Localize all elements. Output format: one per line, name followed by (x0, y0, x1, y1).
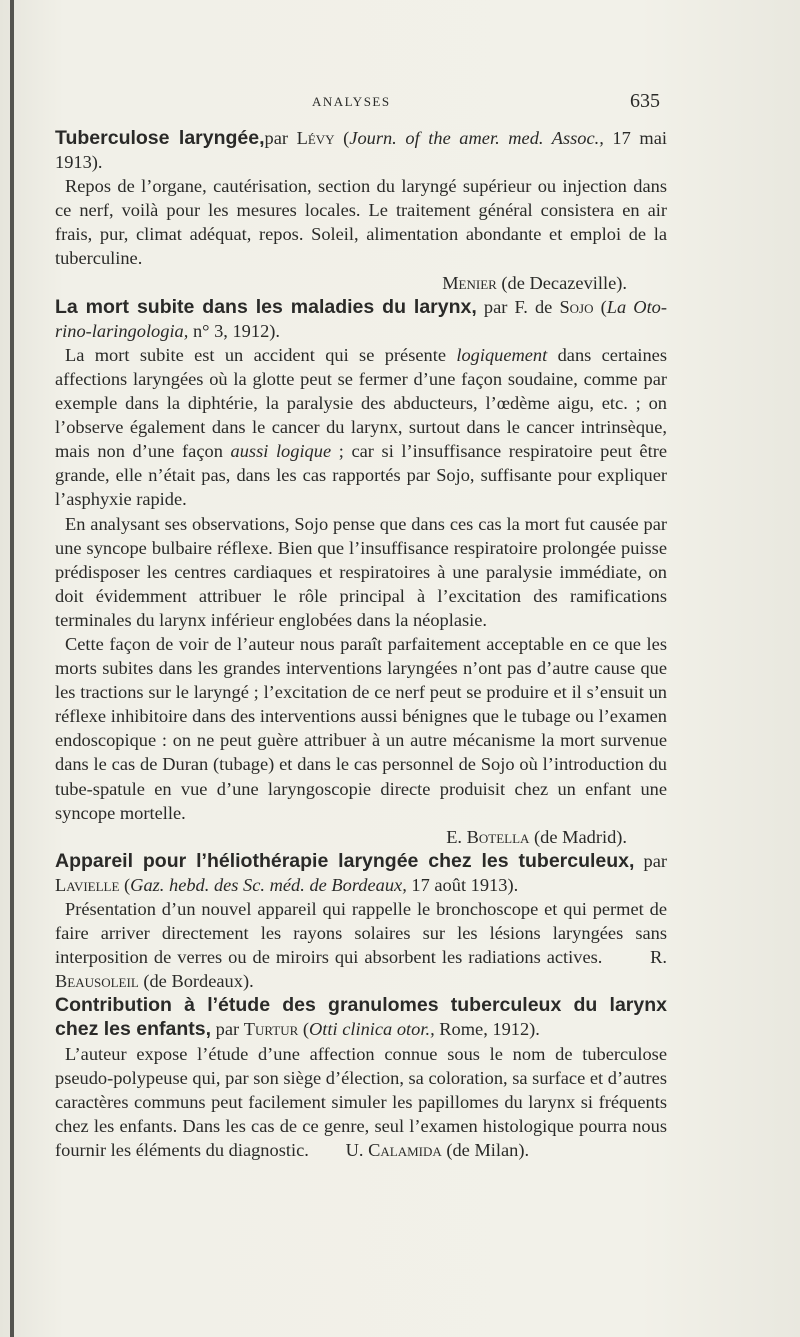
paragraph-text: La mort subite est un accident qui se présente (65, 344, 457, 365)
journal-name: La Oto-rino-laringologia, (55, 296, 667, 341)
article-author: Sojo (559, 296, 594, 317)
page-header (60, 92, 660, 118)
article-mort-subite (55, 295, 667, 849)
article-title: La mort subite dans les maladies du larynx, (55, 295, 477, 318)
article-tuberculose-laryngee (55, 126, 667, 295)
article-author: Lévy (296, 128, 335, 148)
article-author: Turtur (243, 1019, 299, 1040)
reviewer-location: (de Madrid). (529, 826, 627, 847)
byline-prefix: par (211, 1019, 244, 1040)
paragraph-text: ; car si l’insuffisance respiratoire peut être grande, elle n’était pas, dans les cas rapportés par Sojo, suffisante pour expliquer l’asphyxie rapide. (55, 441, 667, 510)
article-title: Appareil pour l’héliothérapie laryngée chez les tuberculeux, (55, 849, 635, 872)
journal-name: Otti clinica otor., (309, 1019, 435, 1040)
reviewer-location: (de Milan). (441, 1139, 530, 1160)
reviewer-name: Calamida (368, 1139, 442, 1160)
paragraph-text: Présentation d’un nouvel appareil qui rappelle le bronchoscope et qui permet de faire arriver directement les rayons solaires sur les lésions laryngées sans interposition de verres ou de miroirs qui absorbent les radiations actives. (55, 899, 667, 968)
journal-name: Gaz. hebd. des Sc. méd. de Bordeaux, (130, 874, 407, 895)
byline-prefix: par F. de (476, 296, 560, 317)
paragraph-text: L’auteur expose l’étude d’une affection connue sous le nom de tuberculose pseudo-polypeuse qui, par son siège d’élection, sa coloration, sa surface et d’autres caractères communs peut facilement simuler les papillomes du larynx si fréquents chez les enfants. Dans les cas de ce genre, seul l’examen histologique pourra nous fournir les éléments du diagnostic. (55, 1043, 667, 1160)
page-number: 635 (630, 90, 660, 112)
article-paragraph: En analysant ses observations, Sojo pense que dans ces cas la mort fut causée par une syncope bulbaire réflexe. Bien que l’insuffisance respiratoire prolongée puisse prédisposer les centres cardiaques et respiratoires à une paralysie immédiate, on doit évidemment attribuer le rôle principal à l’excitation des ramifications terminales du larynx inférieur englobées dans la néoplasie. (55, 513, 667, 630)
article-title: Tuberculose laryngée, (55, 127, 265, 149)
reviewer-location: (de Decazeville). (496, 272, 627, 293)
reviewer-signature (55, 825, 667, 849)
source-open: ( (593, 296, 607, 317)
article-paragraph (55, 897, 667, 993)
article-paragraph (55, 1042, 667, 1162)
running-title: ANALYSES (312, 94, 391, 109)
source-open: ( (298, 1019, 309, 1040)
source-details: 17 mai 1913). (55, 128, 667, 173)
reviewer-name: Menier (442, 272, 497, 293)
reviewer-name: Beausoleil (55, 971, 139, 992)
article-paragraph: Cette façon de voir de l’auteur nous paraît parfaitement acceptable en ce que les morts subites dans les grandes interventions laryngées n’ont pas d’autre cause que les tractions sur le laryngé ; l’excitation de ce nerf peut se produire et il s’ensuit un réflexe inhibitoire dans des interventions aussi bénignes que le tubage ou l’examen endoscopique : on ne peut guère attribuer à un autre mécanisme la mort survenue dans le cas de Duran (tubage) et dans le cas personnel de Sojo où l’introduction du tube-spatule en vue d’une laryngoscopie directe produisit chez un enfant une syncope mortelle. (55, 633, 667, 823)
emphasis-text: aussi logique (230, 441, 332, 462)
article-heading (55, 295, 667, 343)
page-content (55, 126, 667, 1162)
article-author: Lavielle (55, 874, 120, 895)
article-granulomes-tuberculeux (55, 993, 667, 1162)
byline-prefix: par (634, 850, 667, 871)
page-binding-edge (10, 0, 14, 1337)
source-details: n° 3, 1912). (188, 320, 280, 341)
journal-name: Journ. of the amer. med. Assoc., (349, 128, 604, 148)
source-details: 17 août 1913). (406, 874, 519, 895)
reviewer-initial: R. (650, 947, 667, 968)
article-title: Contribution à l’étude des granulomes tuberculeux du larynx chez les enfants, (55, 994, 667, 1041)
source-open: ( (334, 128, 350, 148)
article-heading (55, 126, 667, 174)
reviewer-name: Botella (466, 826, 530, 847)
byline-prefix: par (264, 128, 297, 148)
reviewer-location: (de Bordeaux). (138, 971, 254, 992)
reviewer-signature (346, 1140, 529, 1160)
reviewer-initial: U. (345, 1139, 369, 1160)
article-paragraph (55, 343, 667, 512)
paragraph-text: dans certaines affections laryngées où la glotte peut se fermer d’une façon soudaine, comme par exemple dans la diphtérie, la paralysie des abducteurs, l’œdème aigu, etc. ; on l’observe également dans le cancer du larynx, surtout dans le cancer intrinsèque, mais non d’une façon (55, 344, 667, 462)
source-open: ( (119, 874, 131, 895)
article-heading (55, 849, 667, 897)
article-heliotherapie (55, 849, 667, 994)
article-paragraph: Repos de l’organe, cautérisation, section du laryngé supérieur ou injection dans ce nerf, voilà pour les mesures locales. Le traitement général consistera en air frais, pur, climat adéquat, repos. Soleil, alimentation abondante et emploi de la tuberculine. (55, 176, 667, 269)
source-details: Rome, 1912). (434, 1019, 540, 1040)
reviewer-signature (55, 271, 667, 295)
reviewer-initial: E. (446, 826, 467, 847)
emphasis-text: logiquement (456, 344, 548, 365)
article-heading (55, 993, 667, 1041)
